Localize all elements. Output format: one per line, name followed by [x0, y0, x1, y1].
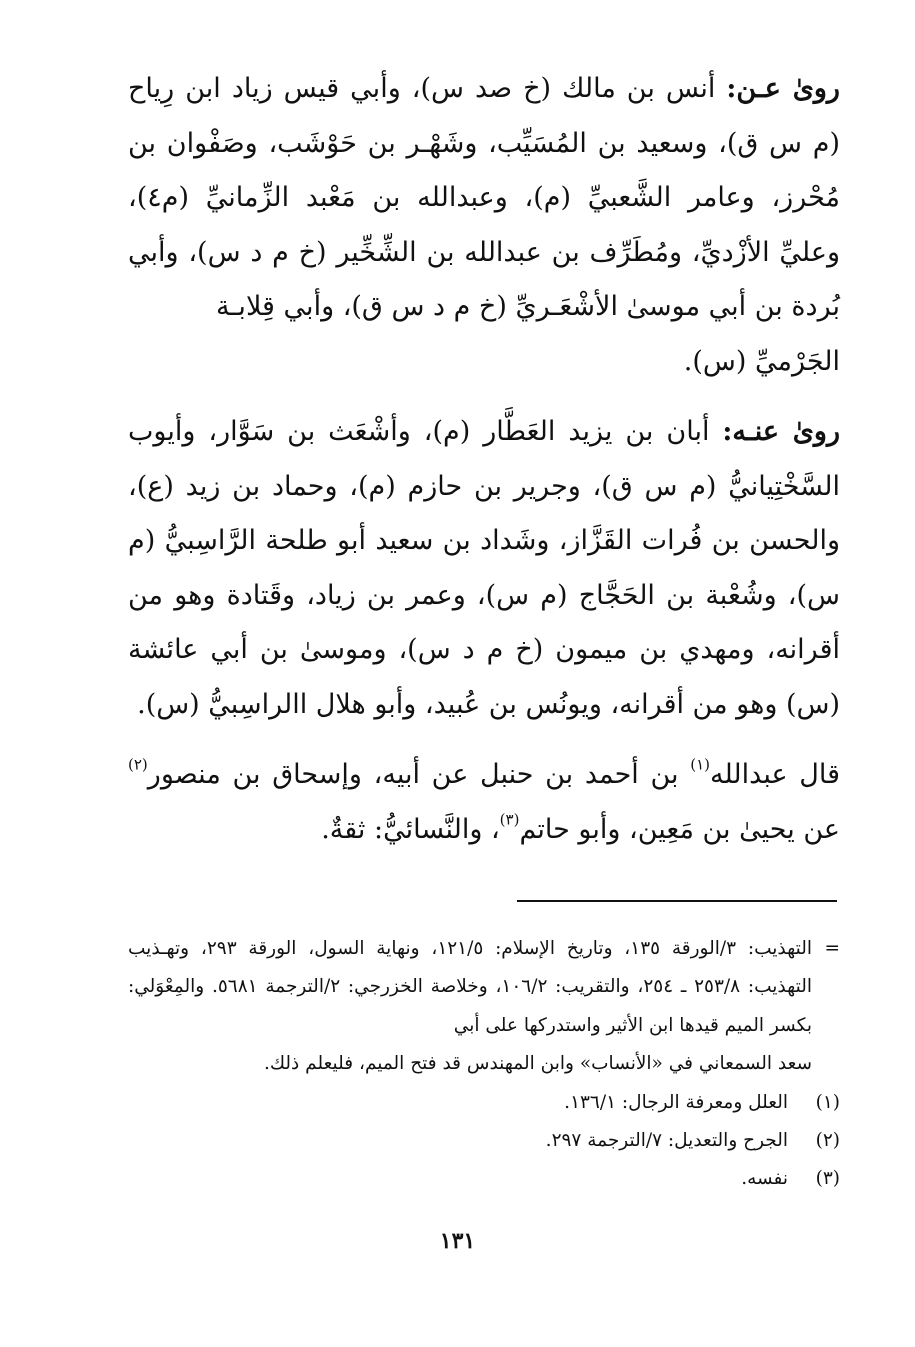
footnote-ref-1: (١) — [690, 755, 710, 774]
text-segment: منصور — [147, 759, 221, 790]
footnotes — [128, 930, 840, 1199]
text-line: من أقرانه، ومهدي بن ميمون (خ م د س)، وموسىٰ بن أبي عائشة — [128, 579, 840, 665]
narrated-from-paragraph — [128, 62, 840, 389]
page-number: ١٣١ — [439, 1228, 476, 1254]
text-line: (ع)، والحسن بن فُرات القَزَّاز، وشَداد بن سعيد أبو طلحة الرَّاسِبيُّ — [128, 470, 840, 556]
text-line: وصَفْوان بن مُحْرز، وعامر الشَّعبيِّ (م)، وعبدالله بن مَعْبد الزِّمانيِّ — [128, 127, 840, 213]
footnote-3 — [128, 1160, 840, 1198]
footnote-text: العلل ومعرفة الرجال: ١٣٦/١. — [564, 1091, 788, 1113]
text-line: أبان بن يزيد العَطَّار (م)، وأشْعَث بن سَوَّار، — [208, 416, 710, 447]
footnote-number: (١) — [815, 1091, 840, 1113]
text-line: الجَرْميِّ (س). — [683, 345, 840, 377]
footnote-line: ٢/الترجمة ٥٦٨١. والمِعْوَلي: بكسر الميم قيدها ابن الأثير واستدركها على أبي — [128, 976, 812, 1036]
text-line: (س) وهو من أقرانه، ويونُس بن عُبيد، وأبو هلال االراسِبيُّ (س). — [137, 688, 840, 720]
footnote-number: (٣) — [815, 1168, 840, 1190]
footnote-text: الجرح والتعديل: ٧/الترجمة ٢٩٧. — [545, 1130, 788, 1152]
footnote-number: (٢) — [815, 1130, 840, 1152]
footnote-ref-3: (٣) — [499, 810, 520, 828]
text-segment: بن أحمد بن حنبل عن أبيه، وإسحاق بن — [232, 759, 691, 790]
narrated-from-label: روىٰ عـن: — [726, 73, 840, 104]
footnote-1 — [128, 1084, 840, 1122]
text-segment: قال عبدالله — [710, 759, 840, 790]
text-line: وأيوب السَّخْتِيانيُّ (م س ق)، وجرير بن حازم (م)، وحماد بن زيد — [128, 416, 840, 502]
footnote-text: نفسه. — [741, 1168, 788, 1190]
text-segment: عن يحيىٰ بن مَعِين، وأبو حاتم — [519, 813, 840, 845]
text-line: وأبي بُردة بن أبي موسىٰ الأشْعَـريِّ (خ م د س ق)، وأبي قِلابـة — [128, 236, 840, 322]
narrated-by-label: روىٰ عنـه: — [722, 416, 841, 447]
narrated-by-paragraph — [128, 405, 840, 732]
footnote-ref-2: (٢) — [128, 755, 148, 774]
main-text — [128, 62, 840, 857]
footnote-line: وتهـذيب التهذيب: ٢٥٣/٨ ـ ٢٥٤، والتقريب: ١٠٦/٢، وخلاصة الخزرجي: — [128, 938, 813, 998]
continuation-marker: = — [824, 938, 840, 959]
footnote-divider — [517, 900, 837, 902]
text-segment: ، والنَّسائيُّ: ثقةٌ. — [321, 813, 500, 845]
text-line: (م٤)، وعليِّ الأزْديِّ، ومُطَرِّف بن عبدالله بن الشِّخِّير (خ م د س)، — [128, 182, 840, 268]
footnote-continuation — [128, 930, 840, 1084]
footnote-line: سعد السمعاني في «الأنساب» وابن المهندس قد فتح الميم، فليعلم ذلك. — [263, 1053, 812, 1075]
text-line: أنس بن مالك (خ صد س)، وأبي قيس زياد — [231, 73, 716, 104]
text-line: (م س)، وشُعْبة بن الحَجَّاج (م س)، وعمر بن زياد، وقَتادة وهو — [128, 525, 840, 611]
footnote-line: التهذيب: ٣/الورقة ١٣٥، وتاريخ الإسلام: ١٢١/٥، ونهاية السول، الورقة ٢٩٣، — [200, 938, 812, 959]
grading-paragraph — [128, 748, 840, 857]
text-line: ابن رِياح (م س ق)، وسعيد بن المُسَيِّب، وشَهْـر بن حَوْشَب، — [128, 73, 840, 159]
footnote-2 — [128, 1122, 840, 1160]
